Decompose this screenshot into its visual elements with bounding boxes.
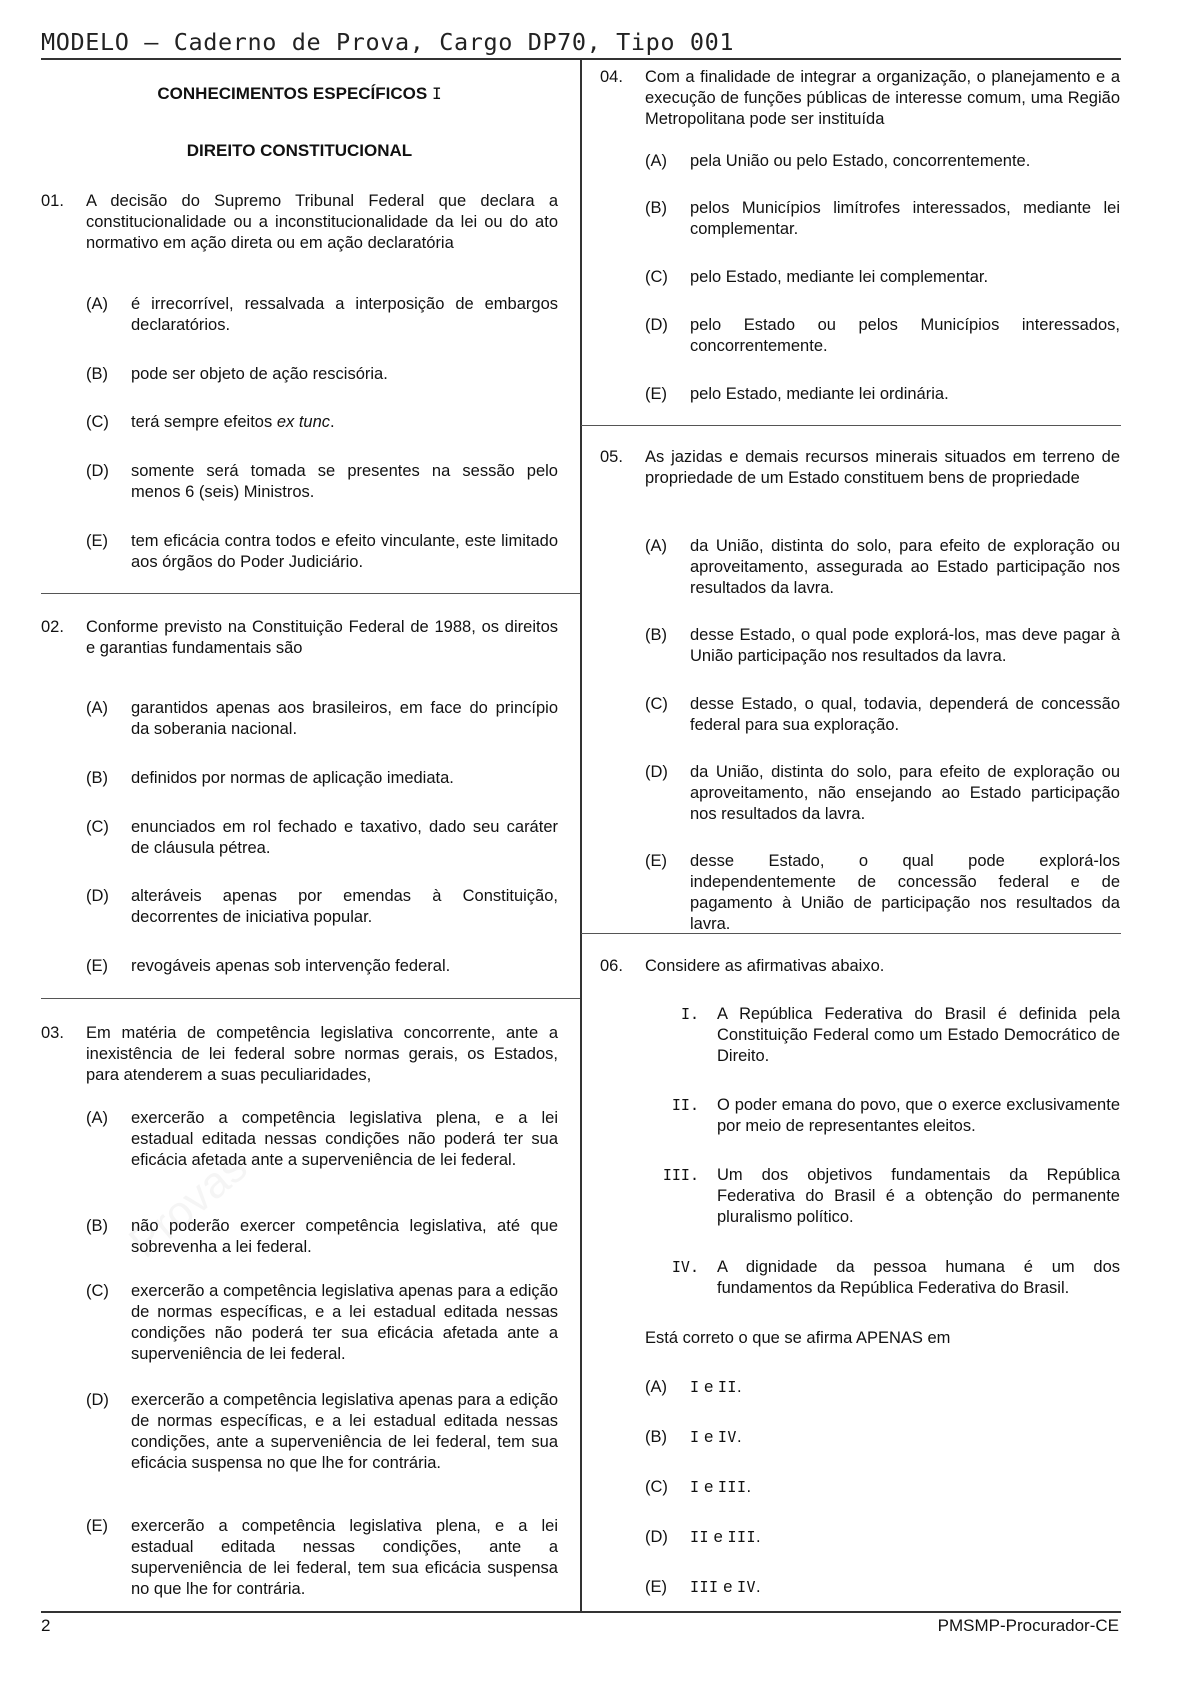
option-letter: (B) bbox=[645, 626, 667, 644]
q03-option-d[interactable] bbox=[41, 1390, 558, 1474]
option-text bbox=[690, 1377, 1120, 1398]
option-letter: (C) bbox=[645, 695, 668, 713]
option-text: pela União ou pelo Estado, concorrentemente. bbox=[690, 152, 1031, 170]
option-letter: (E) bbox=[645, 1578, 667, 1596]
answer-second: IV bbox=[736, 1578, 757, 1596]
option-text: tem eficácia contra todos e efeito vinculante, este limitado aos órgãos do Poder Judiciário. bbox=[131, 532, 558, 571]
option-text: exercerão a competência legislativa apenas para a edição de normas específicas, e a lei estadual editada nessas condições não poderá ter sua eficácia afetada ante a superveniência de lei federal. bbox=[131, 1282, 558, 1363]
footer-rule bbox=[41, 1611, 1121, 1613]
answer-conj: e bbox=[723, 1578, 733, 1596]
option-text: definidos por normas de aplicação imediata. bbox=[131, 769, 454, 787]
question-06 bbox=[600, 956, 1120, 977]
subject-heading: DIREITO CONSTITUCIONAL bbox=[186, 141, 413, 160]
answer-second: II bbox=[717, 1378, 737, 1396]
option-letter: (C) bbox=[86, 1282, 109, 1300]
q06-prompt bbox=[600, 1328, 1120, 1349]
option-letter: (A) bbox=[645, 537, 667, 555]
option-text: pelos Municípios limítrofes interessados, mediante lei complementar. bbox=[690, 199, 1120, 238]
option-text: não poderão exercer competência legislativa, até que sobrevenha a lei federal. bbox=[131, 1217, 558, 1256]
q01-option-a[interactable] bbox=[41, 294, 558, 336]
option-letter: (B) bbox=[86, 1217, 108, 1235]
option-letter: (C) bbox=[86, 818, 109, 836]
option-letter: (E) bbox=[645, 852, 667, 870]
question-04 bbox=[600, 67, 1120, 130]
option-letter: (B) bbox=[645, 1428, 667, 1446]
option-text-main: terá sempre efeitos bbox=[131, 413, 273, 431]
statement-numeral: I. bbox=[680, 1005, 699, 1023]
q06-option-b[interactable] bbox=[600, 1427, 1120, 1448]
q02-option-e[interactable] bbox=[41, 956, 558, 977]
option-text bbox=[690, 1427, 1120, 1448]
option-text bbox=[690, 1527, 1120, 1548]
option-text bbox=[690, 1477, 1120, 1498]
q01-option-b[interactable] bbox=[41, 364, 558, 385]
option-letter: (D) bbox=[86, 1391, 109, 1409]
option-letter: (A) bbox=[86, 295, 108, 313]
option-text-italic: ex tunc bbox=[276, 413, 331, 431]
question-separator bbox=[41, 593, 580, 594]
answer-end: . bbox=[756, 1578, 761, 1596]
answer-end: . bbox=[736, 1428, 742, 1446]
option-text: da União, distinta do solo, para efeito de exploração ou aproveitamento, não ensejando ao Estado participação nos resultados da lavra. bbox=[690, 763, 1120, 823]
option-text: exercerão a competência legislativa apenas para a edição de normas específicas, e a lei estadual editada nessas condições, ante a superveniência de lei federal, tem sua eficácia suspensa no que lhe for contrária. bbox=[131, 1391, 558, 1472]
q05-option-e[interactable] bbox=[600, 851, 1120, 935]
option-text: somente será tomada se presentes na sessão pelo menos 6 (seis) Ministros. bbox=[131, 462, 558, 501]
question-separator bbox=[41, 998, 580, 999]
section-roman: I bbox=[431, 84, 442, 103]
answer-first: III bbox=[690, 1578, 719, 1596]
option-text: pelo Estado, mediante lei complementar. bbox=[690, 268, 989, 286]
question-number: 01. bbox=[41, 192, 64, 210]
option-letter: (E) bbox=[86, 1517, 108, 1535]
q03-option-a[interactable] bbox=[41, 1108, 558, 1171]
q06-option-c[interactable] bbox=[600, 1477, 1120, 1498]
q04-option-b[interactable] bbox=[600, 198, 1120, 240]
statement-text: A dignidade da pessoa humana é um dos fundamentos da República Federativa do Brasil. bbox=[717, 1258, 1120, 1297]
q04-option-d[interactable] bbox=[600, 315, 1120, 357]
answer-conj: e bbox=[713, 1528, 723, 1546]
q02-option-b[interactable] bbox=[41, 768, 558, 789]
option-letter: (A) bbox=[86, 699, 108, 717]
option-text: alteráveis apenas por emendas à Constituição, decorrentes de iniciativa popular. bbox=[131, 887, 558, 926]
question-separator bbox=[581, 933, 1121, 934]
answer-second: III bbox=[717, 1478, 747, 1496]
q04-option-c[interactable] bbox=[600, 267, 1120, 288]
q06-option-d[interactable] bbox=[600, 1527, 1120, 1548]
option-letter: (B) bbox=[86, 769, 108, 787]
option-letter: (C) bbox=[86, 413, 109, 431]
question-stem: Considere as afirmativas abaixo. bbox=[645, 957, 885, 975]
q05-option-d[interactable] bbox=[600, 762, 1120, 825]
section-heading bbox=[41, 84, 558, 104]
option-text bbox=[131, 412, 558, 433]
page-header-title: MODELO – Caderno de Prova, Cargo DP70, Tipo 001 bbox=[41, 28, 735, 56]
answer-conj: e bbox=[704, 1378, 714, 1396]
option-text: revogáveis apenas sob intervenção federal. bbox=[131, 957, 451, 975]
option-text bbox=[690, 1577, 1120, 1598]
question-05 bbox=[600, 447, 1120, 489]
question-number: 06. bbox=[600, 957, 623, 975]
answer-conj: e bbox=[704, 1428, 714, 1446]
answer-conj: e bbox=[704, 1478, 714, 1496]
q03-option-e[interactable] bbox=[41, 1516, 558, 1600]
option-letter: (D) bbox=[86, 462, 109, 480]
option-text: da União, distinta do solo, para efeito de exploração ou aproveitamento, assegurada ao Estado participação nos resultados da lavra. bbox=[690, 537, 1120, 597]
q05-option-b[interactable] bbox=[600, 625, 1120, 667]
option-letter: (A) bbox=[645, 1378, 667, 1396]
q06-option-e[interactable] bbox=[600, 1577, 1120, 1598]
question-stem: A decisão do Supremo Tribunal Federal que declara a constitucionalidade ou a inconstitucionalidade da lei ou do ato normativo em ação direta ou em ação declaratória bbox=[86, 192, 558, 252]
section-title: CONHECIMENTOS ESPECÍFICOS bbox=[157, 84, 428, 103]
question-02 bbox=[41, 617, 558, 659]
answer-second: III bbox=[727, 1528, 757, 1546]
question-stem: As jazidas e demais recursos minerais situados em terreno de propriedade de um Estado constituem bens de propriedade bbox=[645, 448, 1120, 487]
q03-option-c[interactable] bbox=[41, 1281, 558, 1365]
answer-first: I bbox=[690, 1428, 700, 1446]
q05-option-c[interactable] bbox=[600, 694, 1120, 736]
question-number: 02. bbox=[41, 618, 64, 636]
question-01 bbox=[41, 191, 558, 254]
question-number: 05. bbox=[600, 448, 623, 466]
answer-end: . bbox=[756, 1528, 761, 1546]
statement-text: Um dos objetivos fundamentais da República Federativa do Brasil é a obtenção do permanente pluralismo político. bbox=[717, 1166, 1120, 1226]
q01-option-d[interactable] bbox=[41, 461, 558, 503]
option-text: desse Estado, o qual pode explorá-los, mas deve pagar à União participação nos resultados da lavra. bbox=[690, 626, 1120, 665]
statement-text: O poder emana do povo, que o exerce exclusivamente por meio de representantes eleitos. bbox=[717, 1096, 1120, 1135]
statement-numeral: II. bbox=[671, 1096, 699, 1114]
option-letter: (A) bbox=[645, 152, 667, 170]
option-letter: (D) bbox=[86, 887, 109, 905]
question-stem: Em matéria de competência legislativa concorrente, ante a inexistência de lei federal sobre normas gerais, os Estados, para atenderem a suas peculiaridades, bbox=[86, 1024, 558, 1084]
answer-end: . bbox=[746, 1478, 752, 1496]
column-divider bbox=[580, 59, 582, 1612]
option-letter: (D) bbox=[645, 316, 668, 334]
option-text: exercerão a competência legislativa plena, e a lei estadual editada nessas condições, ante a superveniência de lei federal, tem sua eficácia suspensa no que lhe for contrária. bbox=[131, 1517, 558, 1598]
option-letter: (C) bbox=[645, 268, 668, 286]
q01-option-e[interactable] bbox=[41, 531, 558, 573]
option-text: exercerão a competência legislativa plena, e a lei estadual editada nessas condições não poderá ter sua eficácia afetada ante a superveniência de lei federal. bbox=[131, 1109, 558, 1169]
option-text: desse Estado, o qual pode explorá-los independentemente de concessão federal e de pagamento à União de participação nos resultados da lavra. bbox=[690, 852, 1120, 933]
option-text: é irrecorrível, ressalvada a interposição de embargos declaratórios. bbox=[131, 295, 558, 334]
page-number: 2 bbox=[41, 1616, 51, 1635]
answer-second: IV bbox=[717, 1428, 737, 1446]
option-letter: (E) bbox=[86, 957, 108, 975]
answer-first: II bbox=[690, 1528, 710, 1546]
q02-option-d[interactable] bbox=[41, 886, 558, 928]
statement-numeral: III. bbox=[662, 1166, 699, 1184]
q03-option-b[interactable] bbox=[41, 1216, 558, 1258]
answer-first: I bbox=[690, 1478, 700, 1496]
option-letter: (A) bbox=[86, 1109, 108, 1127]
question-number: 04. bbox=[600, 68, 623, 86]
question-stem: Conforme previsto na Constituição Federal de 1988, os direitos e garantias fundamentais são bbox=[86, 618, 558, 657]
statement-numeral: IV. bbox=[671, 1258, 699, 1276]
option-letter: (B) bbox=[645, 199, 667, 217]
option-text: pelo Estado ou pelos Municípios interessados, concorrentemente. bbox=[690, 316, 1120, 355]
q02-option-a[interactable] bbox=[41, 698, 558, 740]
footer-exam-code: PMSMP-Procurador-CE bbox=[937, 1616, 1119, 1635]
q06-statement-i bbox=[600, 1004, 1120, 1067]
option-letter: (D) bbox=[645, 1528, 668, 1546]
answer-first: I bbox=[690, 1378, 700, 1396]
question-03 bbox=[41, 1023, 558, 1086]
option-letter: (B) bbox=[86, 365, 108, 383]
q01-option-c[interactable] bbox=[41, 412, 558, 433]
q06-statement-iii bbox=[600, 1165, 1120, 1228]
answer-end: . bbox=[736, 1378, 742, 1396]
question-number: 03. bbox=[41, 1024, 64, 1042]
q02-option-c[interactable] bbox=[41, 817, 558, 859]
q04-option-e[interactable] bbox=[600, 384, 1120, 405]
option-letter: (E) bbox=[86, 532, 108, 550]
option-text: pelo Estado, mediante lei ordinária. bbox=[690, 385, 949, 403]
option-text-suffix: . bbox=[330, 413, 335, 431]
q05-option-a[interactable] bbox=[600, 536, 1120, 599]
option-text: garantidos apenas aos brasileiros, em face do princípio da soberania nacional. bbox=[131, 699, 558, 738]
option-text: pode ser objeto de ação rescisória. bbox=[131, 365, 388, 383]
option-letter: (D) bbox=[645, 763, 668, 781]
q06-statement-iv bbox=[600, 1257, 1120, 1299]
q04-option-a[interactable] bbox=[600, 151, 1120, 172]
prompt-text: Está correto o que se afirma APENAS em bbox=[645, 1329, 951, 1347]
option-text: enunciados em rol fechado e taxativo, dado seu caráter de cláusula pétrea. bbox=[131, 818, 558, 857]
option-text: desse Estado, o qual, todavia, dependerá de concessão federal para sua exploração. bbox=[690, 695, 1120, 734]
q06-option-a[interactable] bbox=[600, 1377, 1120, 1398]
statement-text: A República Federativa do Brasil é definida pela Constituição Federal como um Estado Democrático de Direito. bbox=[717, 1005, 1120, 1065]
q06-statement-ii bbox=[600, 1095, 1120, 1137]
option-letter: (C) bbox=[645, 1478, 668, 1496]
question-stem: Com a finalidade de integrar a organização, o planejamento e a execução de funções públicas de interesse comum, uma Região Metropolitana pode ser instituída bbox=[645, 68, 1120, 128]
option-letter: (E) bbox=[645, 385, 667, 403]
question-separator bbox=[581, 425, 1121, 426]
